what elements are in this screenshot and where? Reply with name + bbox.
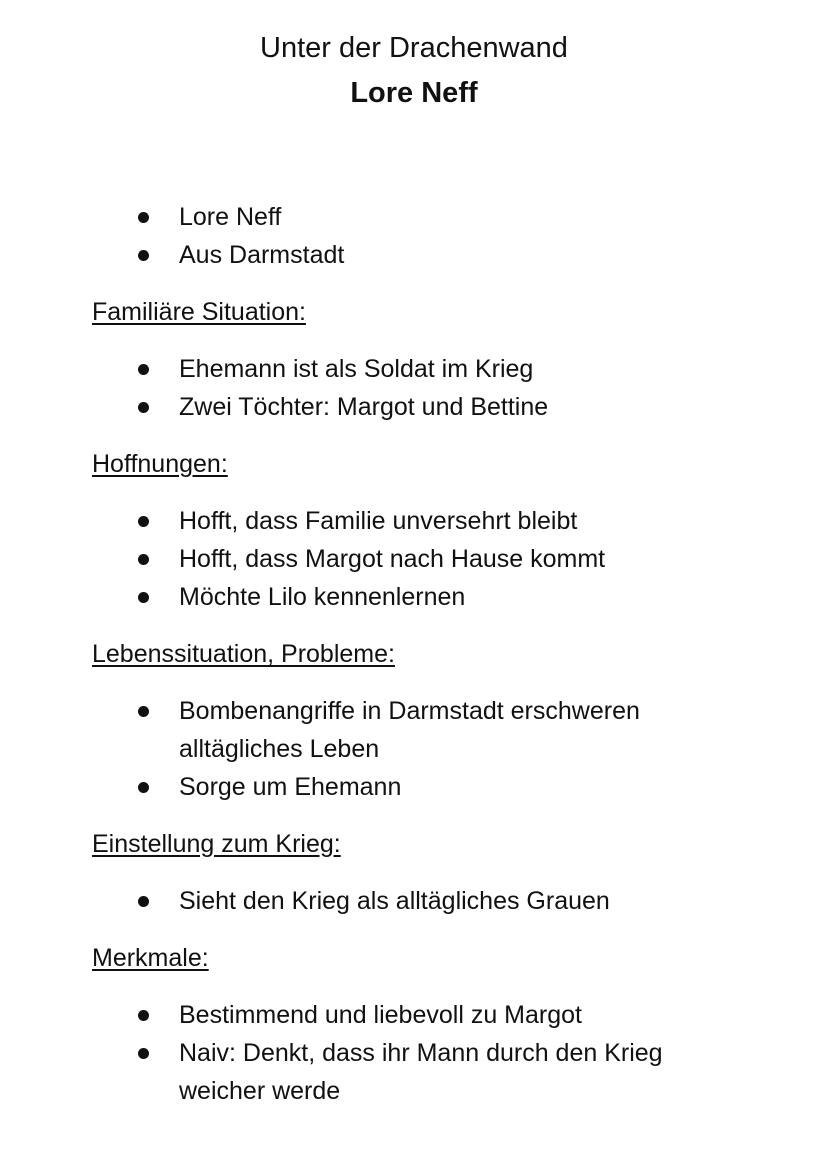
list-item-text: Möchte Lilo kennenlernen [179, 583, 466, 611]
document-body [92, 198, 772, 1110]
list-item [92, 578, 772, 616]
section-heading-familiaere-situation: Familiäre Situation: [92, 298, 306, 326]
bullet-icon [138, 1010, 149, 1021]
intro-list [92, 198, 772, 274]
section-list-familiaere-situation [92, 350, 772, 426]
list-item-text: Hofft, dass Familie unversehrt bleibt [179, 507, 578, 535]
section-heading-hoffnungen: Hoffnungen: [92, 450, 228, 478]
list-item-text: Sieht den Krieg als alltägliches Grauen [179, 887, 610, 915]
list-item-text: Hofft, dass Margot nach Hause kommt [179, 545, 606, 573]
section-heading-merkmale: Merkmale: [92, 944, 209, 972]
section-list-lebenssituation-probleme [92, 692, 772, 806]
bullet-icon [138, 402, 149, 413]
list-item-text: Zwei Töchter: Margot und Bettine [179, 393, 549, 421]
bullet-icon [138, 782, 149, 793]
bullet-icon [138, 1048, 149, 1059]
bullet-icon [138, 554, 149, 565]
section-list-einstellung-zum-krieg [92, 882, 772, 920]
bullet-icon [138, 516, 149, 527]
section-heading-einstellung-zum-krieg: Einstellung zum Krieg: [92, 830, 341, 858]
section-heading-lebenssituation-probleme: Lebenssituation, Probleme: [92, 640, 395, 668]
list-item-text: Lore Neff [179, 203, 282, 231]
bullet-icon [138, 250, 149, 261]
bullet-icon [138, 592, 149, 603]
list-item-text: Bestimmend und liebevoll zu Margot [179, 1001, 582, 1029]
list-item [92, 768, 772, 806]
list-item-text: Naiv: Denkt, dass ihr Mann durch den Krieg [179, 1039, 663, 1067]
section-list-hoffnungen [92, 502, 772, 616]
list-item [92, 502, 772, 540]
list-item [92, 882, 772, 920]
list-item-text: Aus Darmstadt [179, 241, 345, 269]
list-item [92, 540, 772, 578]
bullet-icon [138, 212, 149, 223]
bullet-icon [138, 364, 149, 375]
list-item [92, 996, 772, 1034]
bullet-icon [138, 896, 149, 907]
list-item [92, 692, 772, 768]
document-title: Unter der Drachenwand [260, 32, 568, 64]
list-item [92, 350, 772, 388]
list-item-text-continued: alltägliches Leben [179, 735, 380, 763]
list-item-text: Bombenangriffe in Darmstadt erschweren [179, 697, 640, 725]
bullet-icon [138, 706, 149, 717]
section-list-merkmale [92, 996, 772, 1110]
list-item-text: Sorge um Ehemann [179, 773, 402, 801]
list-item-text: Ehemann ist als Soldat im Krieg [179, 355, 534, 383]
list-item [92, 388, 772, 426]
list-item [92, 236, 772, 274]
document-subtitle: Lore Neff [350, 77, 478, 109]
list-item [92, 198, 772, 236]
list-item [92, 1034, 772, 1110]
list-item-text-continued: weicher werde [179, 1077, 341, 1105]
